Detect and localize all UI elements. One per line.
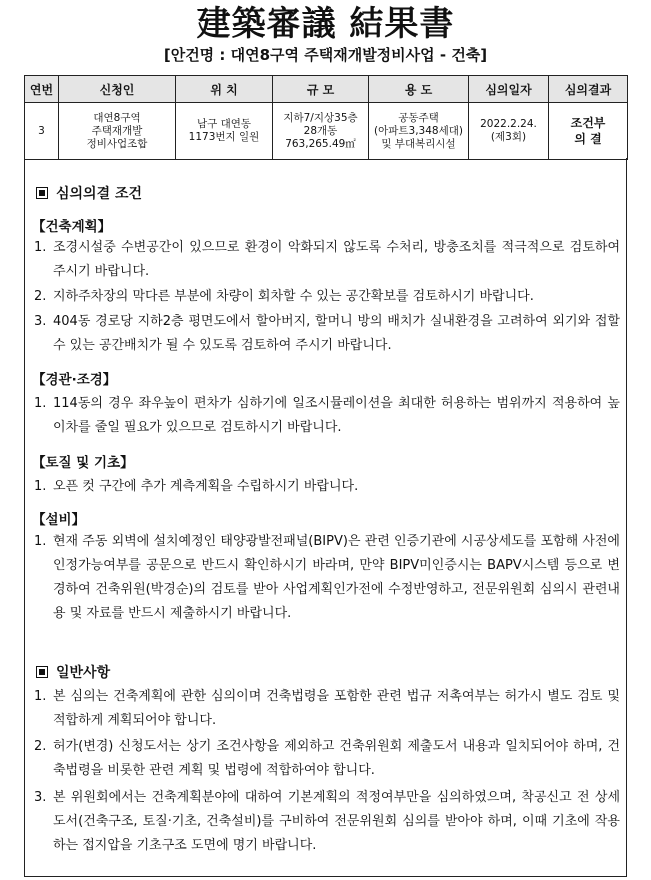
table-row	[25, 103, 628, 160]
col-header-number: 연번	[25, 76, 59, 103]
use-line: 및 부대복리시설	[381, 137, 456, 150]
col-header-applicant: 신청인	[59, 76, 176, 103]
table-header-row	[25, 76, 628, 103]
cell-scale	[273, 103, 369, 160]
cell-applicant	[59, 103, 176, 160]
conditions-heading: 심의의결 조건	[36, 184, 142, 204]
list-item: 2. 허가(변경) 신청도서는 상기 조건사항을 제외하고 건축위원회 제출도서 내용과 일치되어야 하며, 건축법령을 비롯한 관련 계획 및 법령에 적합하여야 합니다.	[34, 739, 620, 778]
category-title: 【설비】	[32, 512, 86, 528]
document-title: 建築審議 結果書	[196, 4, 455, 44]
list-item: 1. 현재 주동 외벽에 설치예정인 태양광발전패널(BIPV)은 관련 인증기관에 시공상세도를 포함해 사전에 인정가능여부를 공문으로 반드시 확인하시기 바라며, 만약 BIPV미인증시는 BAPV시스템 등으로 변경하여 건축위원(박경순)의 검토를 받아 사업계획인가전에 수정반영하고, 전문위원회 심의시 관련내용 및 자료를 반드시 제출하시기 바랍니다.	[34, 534, 620, 621]
list-item: 1. 오픈 컷 구간에 추가 계측계획을 수립하시기 바랍니다.	[34, 479, 359, 494]
agenda-subtitle: [안건명 : 대연8구역 주택재개발정비사업 - 건축]	[163, 46, 488, 64]
list-item: 1. 본 심의는 건축계획에 관한 심의이며 건축법령을 포함한 관련 법규 저촉여부는 허가시 별도 검토 및 적합하게 계획되어야 합니다.	[34, 689, 620, 728]
square-bullet-icon	[36, 187, 48, 199]
col-header-result: 심의결과	[549, 76, 628, 103]
col-header-use: 용 도	[369, 76, 469, 103]
cell-result	[549, 103, 628, 160]
col-header-date: 심의일자	[469, 76, 549, 103]
scale-line: 28개동	[303, 124, 338, 137]
cell-number: 3	[25, 103, 59, 160]
list-item: 3. 본 위원회에서는 건축계획분야에 대하여 기본계획의 적정여부만을 심의하였으며, 착공신고 전 상세도서(건축구조, 토질·기초, 건축설비)를 구비하여 전문위원회 심의를 받아야 하며, 이때 기초에 작용하는 접지압을 기초구조 도면에 명기 바랍니다.	[34, 790, 620, 853]
location-line: 1173번지 일원	[188, 131, 260, 143]
applicant-line: 대연8구역	[93, 111, 141, 124]
location-line: 남구 대연동	[196, 118, 252, 130]
use-line: (아파트3,348세대)	[374, 124, 463, 137]
cell-location	[176, 103, 273, 160]
category-title: 【경관·조경】	[32, 372, 117, 388]
review-summary-table	[24, 75, 628, 160]
cell-date	[469, 103, 549, 160]
category-title: 【토질 및 기초】	[32, 455, 134, 471]
list-item: 1. 114동의 경우 좌우높이 편차가 심하기에 일조시뮬레이션을 최대한 허용하는 범위까지 적용하여 높이차를 줄일 필요가 있으므로 검토하시기 바랍니다.	[34, 396, 620, 435]
category-title: 【건축계획】	[32, 219, 112, 235]
list-item: 1. 조경시설중 수변공간이 있으므로 환경이 악화되지 않도록 수처리, 방충조치를 적극적으로 검토하여 주시기 바랍니다.	[34, 240, 620, 279]
use-line: 공동주택	[398, 111, 439, 124]
square-bullet-icon	[36, 666, 48, 678]
applicant-line: 주택재개발	[91, 124, 143, 137]
scale-line: 지하7/지상35층	[283, 111, 358, 124]
general-heading: 일반사항	[36, 663, 110, 683]
col-header-location: 위 치	[176, 76, 273, 103]
result-line: 조건부	[570, 116, 606, 130]
date-line: (제3회)	[490, 131, 527, 143]
scale-line: 763,265.49㎡	[285, 137, 356, 150]
cell-use	[369, 103, 469, 160]
list-item: 3. 404동 경로당 지하2층 평면도에서 할아버지, 할머니 방의 배치가 실내환경을 고려하여 외기와 접할 수 있는 공간배치가 될 수 있도록 검토하여 주시기 바랍니다.	[34, 314, 620, 353]
applicant-line: 정비사업조합	[86, 137, 148, 150]
list-item: 2. 지하주차장의 막다른 부분에 차량이 회차할 수 있는 공간확보를 검토하시기 바랍니다.	[34, 289, 534, 304]
date-line: 2022.2.24.	[480, 118, 537, 130]
result-line: 의 결	[574, 132, 602, 146]
col-header-scale: 규 모	[273, 76, 369, 103]
